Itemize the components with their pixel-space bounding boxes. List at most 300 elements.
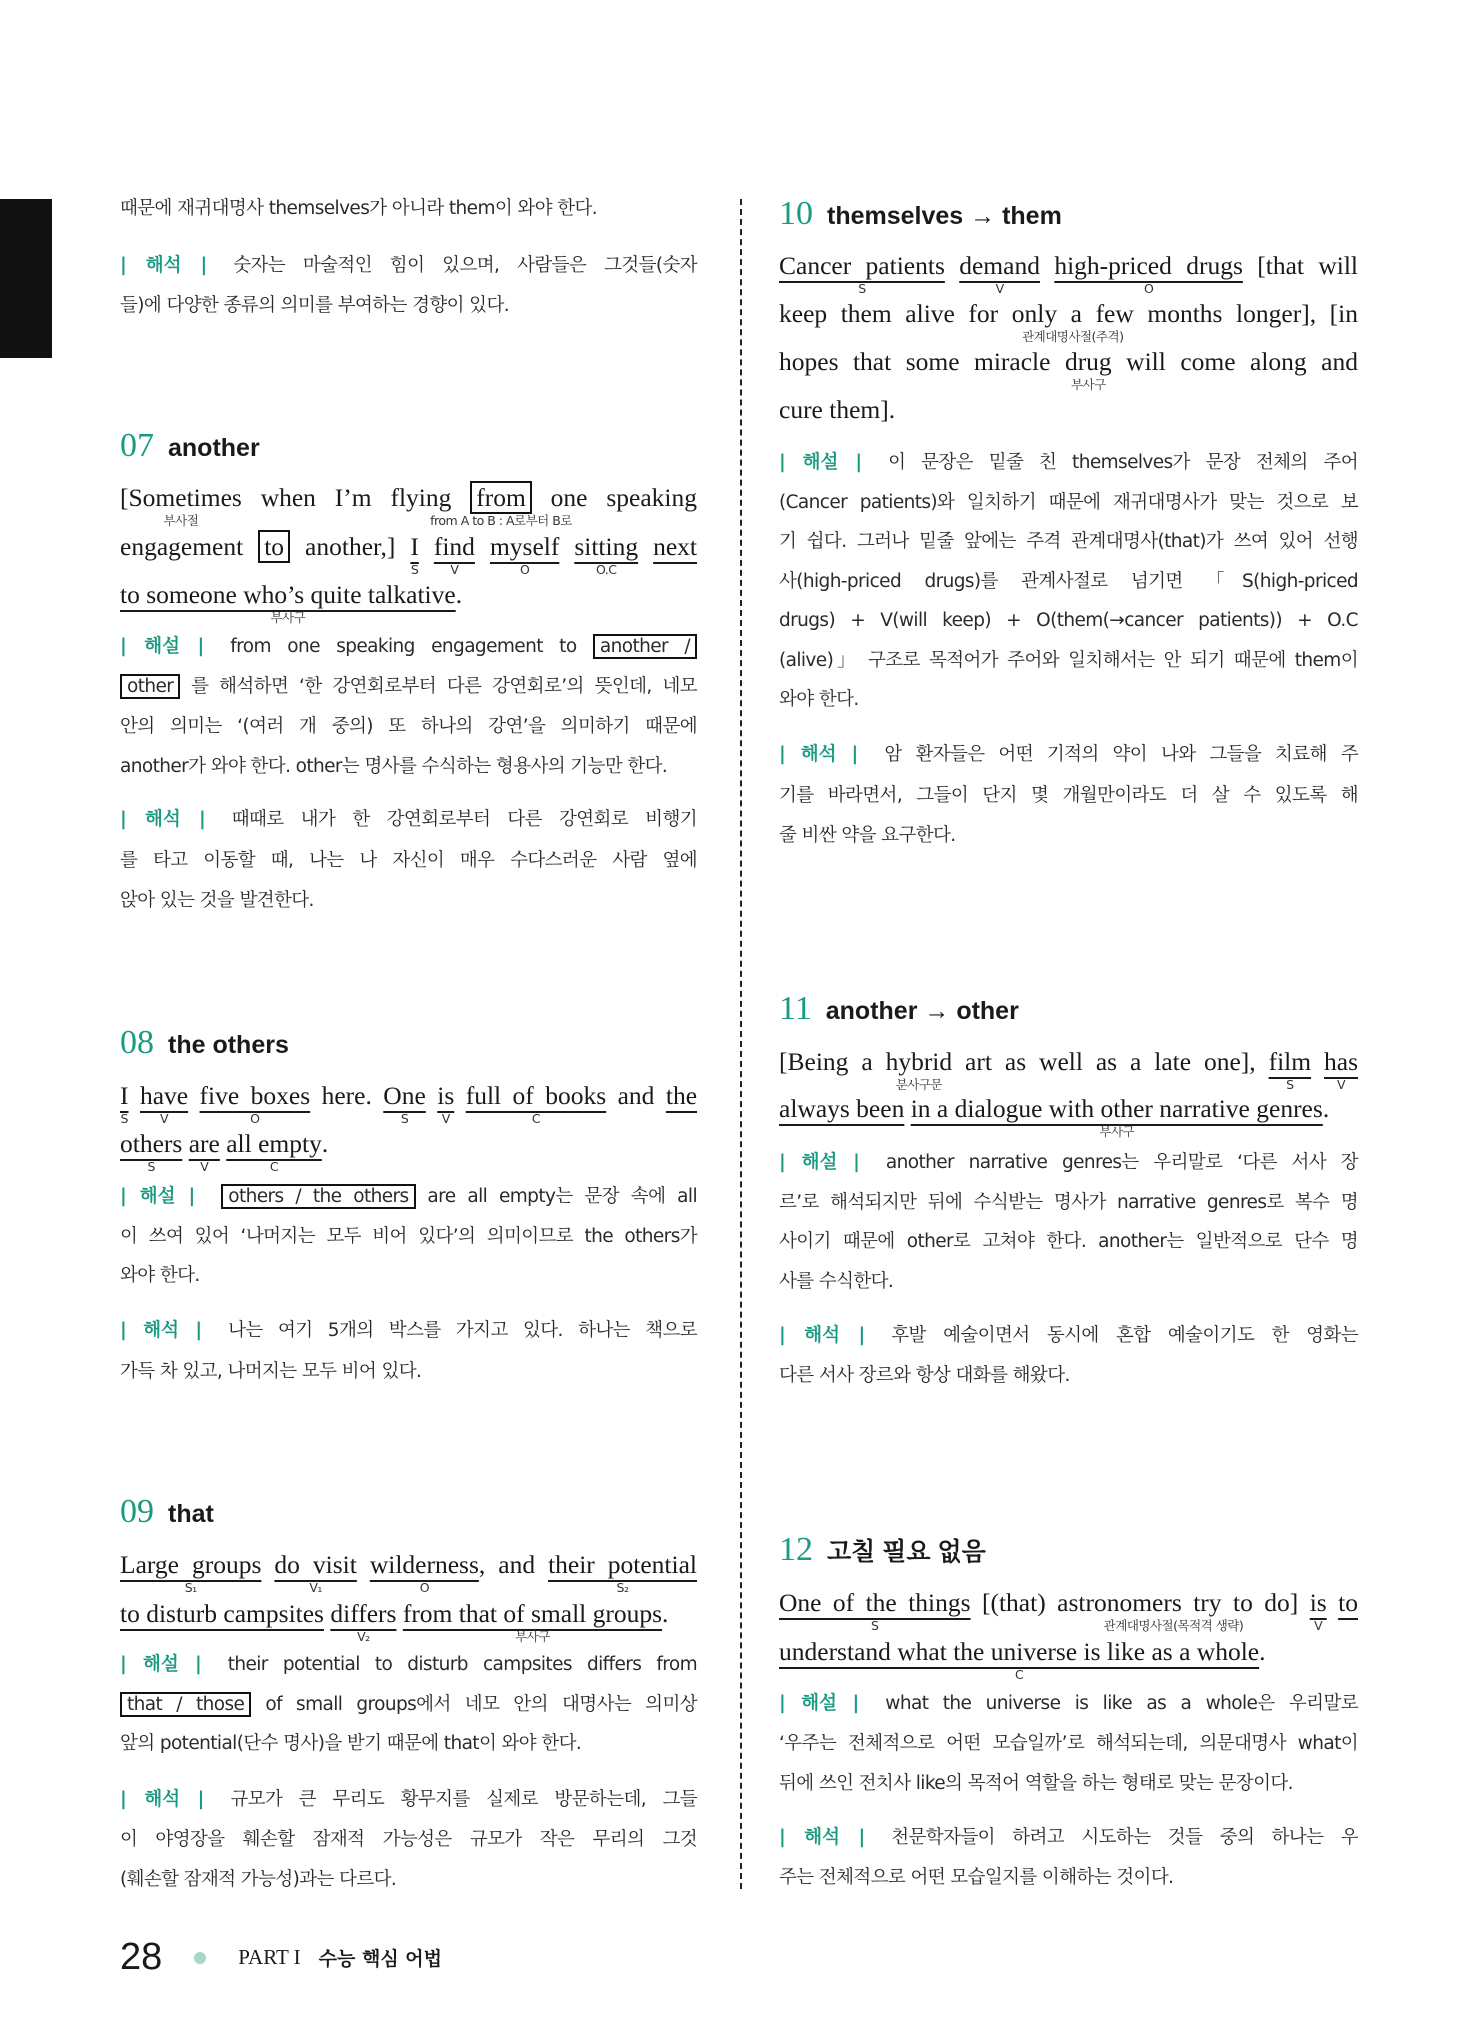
grammar-label: V <box>1336 1077 1346 1092</box>
text-run: what the universe is like as a whole은 우리말로 <box>885 1693 1358 1714</box>
text-run: 암 환자들은 어떤 기적의 약이 나와 그들을 치료해 주 <box>884 744 1358 765</box>
text-line <box>120 841 697 882</box>
phrase-text: from that of small groups <box>402 1599 663 1628</box>
section-07-translation <box>120 800 697 922</box>
grammar-label: C <box>269 1159 279 1174</box>
text-line <box>779 290 1358 344</box>
grammar-label: S <box>147 1159 155 1174</box>
phrase-text: to <box>1338 1588 1358 1617</box>
grammar-label: 부사구 <box>515 1629 550 1644</box>
underlined-phrase <box>120 580 456 625</box>
text-line <box>120 1217 697 1257</box>
grammar-label: O <box>1143 281 1154 296</box>
text-run: ] <box>1289 1588 1310 1617</box>
text-line <box>779 641 1358 681</box>
boxed-word <box>120 674 180 699</box>
grammar-label: S <box>871 1618 879 1633</box>
text-run: 와야 한다. <box>120 1265 200 1286</box>
section-label: | 해설 | <box>779 1152 860 1173</box>
underlined-phrase <box>383 1081 426 1126</box>
text-run: 앞의 potential(단수 명사)을 받기 때문에 that이 와야 한다. <box>120 1733 582 1754</box>
underlined-phrase <box>779 1588 971 1633</box>
text-line <box>779 1143 1358 1183</box>
section-label: | 해설 | <box>120 1186 196 1207</box>
phrase-text: another / <box>599 636 691 657</box>
section-10-heading <box>779 195 1358 239</box>
boxed-word <box>430 481 572 528</box>
text-run: 이 야영장을 훼손할 잠재적 가능성은 규모가 작은 무리의 그것 <box>120 1829 697 1850</box>
grammar-label: V <box>441 1111 450 1126</box>
underlined-phrase <box>653 532 697 561</box>
section-07-sentence <box>120 474 698 625</box>
underlined-phrase <box>369 1550 479 1595</box>
section-10-sentence <box>779 242 1358 434</box>
text-line <box>120 1351 697 1392</box>
phrase-text: I <box>410 531 419 561</box>
text-line <box>120 1820 697 1860</box>
text-line <box>120 1780 697 1820</box>
underlined-phrase <box>1309 1588 1327 1633</box>
text-line <box>779 816 1358 857</box>
text-run: 주는 전체적으로 어떤 모습일지를 이해하는 것이다. <box>779 1867 1174 1888</box>
text-run <box>357 1550 370 1579</box>
section-08-explanation <box>120 1177 697 1296</box>
part-title: 수능 핵심 어법 <box>318 1948 442 1970</box>
section-label: | 해설 | <box>120 1654 202 1675</box>
phrase-text: differs <box>330 1599 397 1628</box>
text-run: 천문학자들이 하려고 시도하는 것들 중의 하나는 우 <box>891 1827 1358 1848</box>
phrase-text: hybrid <box>885 1047 953 1076</box>
phrase-text: drug <box>1064 347 1112 376</box>
section-number: 09 <box>120 1493 154 1530</box>
grammar-label: S <box>120 1111 128 1126</box>
section-12-explanation <box>779 1684 1358 1804</box>
section-label: | 해설 | <box>120 636 205 657</box>
underlined-phrase <box>139 1081 189 1126</box>
text-line <box>779 1627 1358 1682</box>
text-run: from one speaking engagement to <box>230 636 593 657</box>
text-line <box>120 1072 698 1126</box>
text-line <box>120 1177 697 1217</box>
underlined-phrase <box>120 1599 324 1628</box>
grammar-label: O <box>419 1580 430 1595</box>
text-line <box>779 1262 1358 1302</box>
grammar-label: S <box>410 561 419 577</box>
grammar-label: C <box>531 1111 541 1126</box>
text-line <box>120 1310 697 1351</box>
text-run: 숫자는 마술적인 힘이 있으며, 사람들은 그것들(숫자 <box>233 255 698 276</box>
text-line <box>120 667 697 707</box>
boxed-word <box>258 530 290 563</box>
text-line <box>120 1589 697 1644</box>
section-label: | 해석 | <box>120 1320 203 1341</box>
section-09-sentence <box>120 1540 698 1644</box>
text-run: 뒤에 쓰인 전치사 like의 목적어 역할을 하는 형태로 맞는 문장이다. <box>779 1773 1293 1794</box>
phrase-text: find <box>433 531 475 561</box>
section-label: | 해석 | <box>120 255 208 276</box>
grammar-label: 부사절 <box>163 513 199 528</box>
text-run: keep them alive for <box>779 299 1012 328</box>
text-run: 나는 여기 5개의 박스를 가지고 있다. 하나는 책으로 <box>228 1320 698 1341</box>
note-text <box>120 189 697 229</box>
grammar-label: C <box>1014 1667 1024 1682</box>
phrase-text: others <box>120 1129 183 1158</box>
text-line <box>779 601 1358 641</box>
text-line <box>120 1256 697 1296</box>
text-run: 기를 바라면서, 그들이 단지 몇 개월만이라도 더 살 수 있도록 해 <box>779 784 1358 806</box>
grammar-label: S₂ <box>616 1580 629 1595</box>
text-run: . <box>1259 1637 1266 1666</box>
text-line <box>779 443 1358 483</box>
text-line <box>779 1724 1358 1764</box>
section-label: | 해석 | <box>779 1827 866 1848</box>
text-run: engagement <box>120 531 259 561</box>
annotated-phrase <box>1011 299 1134 344</box>
text-run: of small groups에서 네모 안의 대명사는 의미상 <box>251 1693 697 1715</box>
page-footer <box>120 1936 442 1979</box>
text-line <box>120 1120 697 1174</box>
phrase-text: only a few <box>1011 299 1134 328</box>
section-label: | 해설 | <box>779 452 863 473</box>
text-run: (alive)」 구조로 목적어가 주어와 일치해서는 안 되기 때문에 them이 <box>779 649 1358 671</box>
annotated-phrase <box>1064 347 1112 392</box>
text-run: 르’로 해석되지만 뒤에 수식받는 명사가 narrative genres로 복수 명 <box>779 1191 1358 1213</box>
underlined-phrase <box>489 531 560 577</box>
translation-block <box>120 246 697 326</box>
phrase-text: full of books <box>465 1081 607 1110</box>
text-run <box>129 1081 140 1110</box>
phrase-text: demand <box>959 251 1040 280</box>
text-run: 후발 예술이면서 동시에 혼합 예술이기도 한 영화는 <box>891 1325 1358 1346</box>
underlined-phrase <box>120 1550 262 1595</box>
text-run <box>945 251 959 280</box>
phrase-text: understand what the universe is like as a whole <box>779 1637 1260 1666</box>
grammar-label: 부사구 <box>1099 1124 1135 1139</box>
text-run <box>1040 251 1054 280</box>
text-run: 때때로 내가 한 강연회로부터 다른 강연회로 비행기 <box>231 809 697 830</box>
phrase-text: One <box>383 1081 426 1110</box>
phrase-text: [Sometimes <box>120 483 242 512</box>
phrase-text: to <box>264 531 285 561</box>
text-run <box>559 532 574 561</box>
annotated-phrase <box>885 1047 953 1092</box>
text-run <box>419 532 434 561</box>
text-run: (Cancer patients)와 일치하기 때문에 재귀대명사가 맞는 것으로 보 <box>779 491 1358 513</box>
phrase-text: next <box>653 531 698 561</box>
text-line <box>779 483 1358 523</box>
phrase-text: astronomers try to do <box>1057 1588 1290 1617</box>
text-run: 때문에 재귀대명사 themselves가 아니라 them이 와야 한다. <box>120 198 598 219</box>
text-run <box>261 1550 274 1579</box>
text-run: hopes that some miracle <box>779 347 1065 376</box>
text-run: cure them]. <box>779 395 896 424</box>
text-line <box>120 747 697 787</box>
text-line <box>120 627 697 667</box>
section-number: 10 <box>779 195 813 232</box>
underlined-phrase <box>910 1094 1323 1139</box>
grammar-label: O <box>250 1111 260 1126</box>
section-11-heading <box>779 990 1358 1034</box>
chapter-tab-marker <box>0 199 52 358</box>
grammar-label: V <box>159 1111 169 1126</box>
boxed-word <box>120 1692 251 1717</box>
text-run: ‘우주는 전체적으로 어떤 모습일까’로 해석되는데, 의문대명사 what이 <box>779 1733 1358 1754</box>
text-run <box>188 1081 199 1110</box>
text-run: another,] <box>290 531 411 561</box>
text-line <box>120 523 698 577</box>
underlined-phrase <box>465 1081 607 1126</box>
section-09-explanation <box>120 1645 697 1764</box>
phrase-text: are <box>188 1129 220 1158</box>
phrase-text: five boxes <box>199 1081 311 1110</box>
underlined-phrase <box>959 251 1040 296</box>
phrase-text: Large groups <box>120 1550 262 1579</box>
section-number: 08 <box>120 1024 154 1061</box>
text-run <box>475 532 490 561</box>
section-12-translation <box>779 1818 1358 1898</box>
section-title: another → other <box>825 997 1019 1025</box>
text-line <box>779 1684 1358 1724</box>
text-line <box>120 1860 697 1900</box>
text-run: months longer], [in <box>1133 299 1358 328</box>
underlined-phrase <box>1324 1047 1358 1092</box>
phrase-text: always been <box>779 1094 905 1123</box>
underlined-phrase <box>779 1637 1260 1682</box>
section-label: | 해석 | <box>779 744 859 765</box>
section-08-heading <box>120 1024 697 1068</box>
text-run: 규모가 큰 무리도 황무지를 실제로 방문하는데, 그들 <box>230 1789 697 1810</box>
column-divider <box>740 199 742 1889</box>
text-line <box>120 800 697 841</box>
text-run: 기 쉽다. 그러나 밑줄 앞에는 주격 관계대명사(that)가 쓰여 있어 선행 <box>779 531 1358 552</box>
section-08-translation <box>120 1310 697 1392</box>
section-number: 11 <box>779 990 812 1027</box>
text-line <box>779 562 1358 602</box>
text-run <box>454 1081 465 1110</box>
text-line <box>120 881 697 922</box>
underlined-phrase <box>330 1599 397 1644</box>
phrase-text: others / the others <box>228 1186 409 1207</box>
phrase-text: sitting <box>574 531 639 561</box>
text-line <box>779 1316 1358 1356</box>
text-line <box>779 1858 1358 1898</box>
underlined-phrase <box>226 1129 322 1174</box>
grammar-label: S₁ <box>184 1580 197 1595</box>
phrase-text: to disturb campsites <box>120 1599 324 1628</box>
text-run: . <box>1322 1094 1330 1123</box>
boxed-word <box>221 1184 415 1209</box>
section-label: | 해석 | <box>779 1325 866 1346</box>
text-run: 사(high-priced drugs)를 관계사절로 넘기면 「S(high-priced <box>779 570 1358 592</box>
text-run: 줄 비싼 약을 요구한다. <box>779 825 956 846</box>
underlined-phrase <box>199 1081 311 1126</box>
text-line <box>779 1222 1358 1262</box>
text-run: another가 와야 한다. other는 명사를 수식하는 형용사의 기능만 한다. <box>120 756 668 777</box>
text-line <box>779 1578 1358 1633</box>
underlined-phrase <box>188 1129 220 1174</box>
text-run: 이 문장은 밑줄 친 themselves가 문장 전체의 주어 <box>888 452 1359 473</box>
text-run: . <box>662 1599 669 1628</box>
grammar-label: 부사구 <box>1070 377 1106 392</box>
underlined-phrase <box>120 1129 183 1174</box>
text-run: art as well as a late one], <box>952 1047 1269 1076</box>
section-07-heading <box>120 427 697 471</box>
text-run: (훼손할 잠재적 가능성)과는 다르다. <box>120 1869 397 1890</box>
section-12-sentence <box>779 1578 1358 1682</box>
underlined-phrase <box>574 531 639 577</box>
phrase-text: all empty <box>226 1129 322 1158</box>
text-run: another narrative genres는 우리말로 ‘다른 서사 장 <box>885 1152 1359 1173</box>
text-run: 사를 수식한다. <box>779 1271 894 1293</box>
section-number: 07 <box>120 427 154 464</box>
grammar-label: S <box>858 281 866 296</box>
section-label: | 해석 | <box>120 1789 205 1810</box>
underlined-phrase <box>274 1550 357 1595</box>
text-line <box>120 286 697 326</box>
text-run: [that will <box>1242 251 1358 280</box>
section-09-translation <box>120 1780 697 1900</box>
section-11-sentence <box>779 1038 1358 1139</box>
text-run: their potential to disturb campsites differs from <box>227 1654 697 1675</box>
phrase-text: the <box>665 1081 698 1110</box>
text-line <box>779 1183 1358 1223</box>
text-run: . <box>455 580 463 609</box>
text-line <box>779 735 1358 776</box>
underlined-phrase <box>1054 251 1243 296</box>
text-line <box>779 1085 1358 1139</box>
phrase-text: One of the things <box>779 1588 971 1617</box>
grammar-label: V <box>1314 1618 1323 1633</box>
section-title: themselves → them <box>827 202 1062 230</box>
section-09-heading <box>120 1493 697 1537</box>
text-run: 가득 차 있고, 나머지는 모두 비어 있다. <box>120 1361 422 1382</box>
grammar-label: O <box>519 561 530 577</box>
text-run: 다른 서사 장르와 항상 대화를 해왔다. <box>779 1365 1070 1386</box>
text-run: 를 타고 이동할 때, 나는 나 자신이 매우 수다스러운 사람 옆에 <box>120 849 697 871</box>
text-run: [Being a <box>779 1047 886 1076</box>
grammar-label: 부사구 <box>270 610 306 625</box>
annotated-phrase <box>120 483 242 528</box>
text-line <box>120 246 697 286</box>
grammar-label: S <box>1286 1077 1294 1092</box>
phrase-text: high-priced drugs <box>1054 251 1243 280</box>
text-line <box>120 189 697 229</box>
phrase-text: in a dialogue with other narrative genres <box>910 1094 1323 1123</box>
section-title: another <box>168 434 260 462</box>
underlined-phrase <box>779 251 945 296</box>
phrase-text: Cancer patients <box>779 251 945 280</box>
grammar-label: from A to B : A로부터 B로 <box>430 513 572 528</box>
section-08-sentence <box>120 1072 698 1174</box>
section-12-heading <box>779 1531 1358 1575</box>
phrase-text: I <box>120 1081 129 1110</box>
text-line <box>779 1818 1358 1858</box>
text-line <box>779 386 1358 434</box>
text-run: one speaking <box>531 483 697 512</box>
phrase-text: do visit <box>274 1550 357 1579</box>
section-11-explanation <box>779 1143 1358 1302</box>
phrase-text: wilderness <box>369 1550 479 1579</box>
phrase-text: from <box>476 483 526 512</box>
text-line <box>779 1764 1358 1804</box>
page-number: 28 <box>120 1936 163 1978</box>
annotated-phrase <box>1057 1588 1290 1633</box>
text-run <box>1327 1588 1338 1617</box>
section-title: 고칠 필요 없음 <box>827 1538 986 1566</box>
phrase-text: their potential <box>548 1550 698 1579</box>
text-run: and <box>606 1081 666 1110</box>
text-line <box>779 522 1358 562</box>
text-line <box>120 1645 697 1685</box>
text-run <box>638 532 653 561</box>
grammar-label: O.C <box>595 561 617 577</box>
grammar-label: V₁ <box>309 1580 322 1595</box>
text-run: , and <box>478 1550 549 1579</box>
grammar-label: V <box>995 281 1004 296</box>
text-run: 이 쓰여 있어 ‘나머지는 모두 비어 있다’의 의미이므로 the others가 <box>120 1225 697 1247</box>
bullet-dot-icon <box>194 1952 206 1964</box>
phrase-text: has <box>1324 1047 1358 1076</box>
text-run: here. <box>310 1081 384 1110</box>
text-line <box>120 1540 698 1595</box>
underlined-phrase <box>437 1081 455 1126</box>
grammar-label: V <box>450 561 459 577</box>
text-run: [(that) <box>970 1588 1058 1617</box>
text-run: 를 해석하면 ‘한 강연회로부터 다른 강연회로’의 뜻인데, 네모 <box>180 676 697 697</box>
text-line <box>120 1685 697 1725</box>
boxed-word <box>593 634 697 659</box>
underlined-phrase <box>402 1599 663 1644</box>
section-10-translation <box>779 735 1358 857</box>
text-run: 안의 의미는 ‘(여러 개 중의) 또 하나의 강연’을 의미하기 때문에 <box>120 716 697 737</box>
underlined-phrase <box>120 1081 129 1126</box>
text-run: 사이기 때문에 other로 고쳐야 한다. another는 일반적으로 단수 명 <box>779 1231 1358 1253</box>
grammar-label: V₂ <box>357 1629 370 1644</box>
text-run: drugs) + V(will keep) + O(them(→cancer patients)) + O.C <box>779 610 1358 631</box>
section-title: the others <box>168 1031 289 1059</box>
text-run: when I’m flying <box>241 483 471 512</box>
grammar-label: 관계대명사절(목적격 생략) <box>1103 1618 1244 1633</box>
part-label: PART I <box>238 1945 301 1969</box>
underlined-phrase <box>548 1550 698 1595</box>
text-run: will come along and <box>1111 347 1358 376</box>
phrase-text: other <box>127 676 174 697</box>
text-line <box>779 1356 1358 1396</box>
underlined-phrase <box>433 531 475 577</box>
phrase-text: myself <box>489 531 560 561</box>
section-10-explanation <box>779 443 1358 720</box>
phrase-text: that / those <box>127 1693 245 1715</box>
text-run <box>1311 1047 1324 1076</box>
section-label: | 해석 | <box>120 809 206 830</box>
phrase-text: have <box>139 1081 189 1110</box>
phrase-text: to someone who’s quite talkative <box>120 580 456 609</box>
text-run: are all empty는 문장 속에 all <box>415 1186 697 1207</box>
underlined-phrase <box>1268 1047 1312 1092</box>
section-label: | 해설 | <box>779 1693 860 1714</box>
section-07-explanation <box>120 627 697 787</box>
grammar-label: 분사구문 <box>895 1077 942 1092</box>
underlined-phrase <box>410 531 419 577</box>
phrase-text: is <box>1309 1588 1327 1617</box>
grammar-label: 관계대명사절(주격) <box>1022 329 1124 344</box>
text-line <box>779 1038 1358 1092</box>
text-line <box>779 338 1358 392</box>
text-run: 와야 한다. <box>779 689 859 710</box>
underlined-phrase <box>1338 1588 1358 1617</box>
text-line <box>120 474 697 528</box>
text-run: . <box>321 1129 329 1158</box>
